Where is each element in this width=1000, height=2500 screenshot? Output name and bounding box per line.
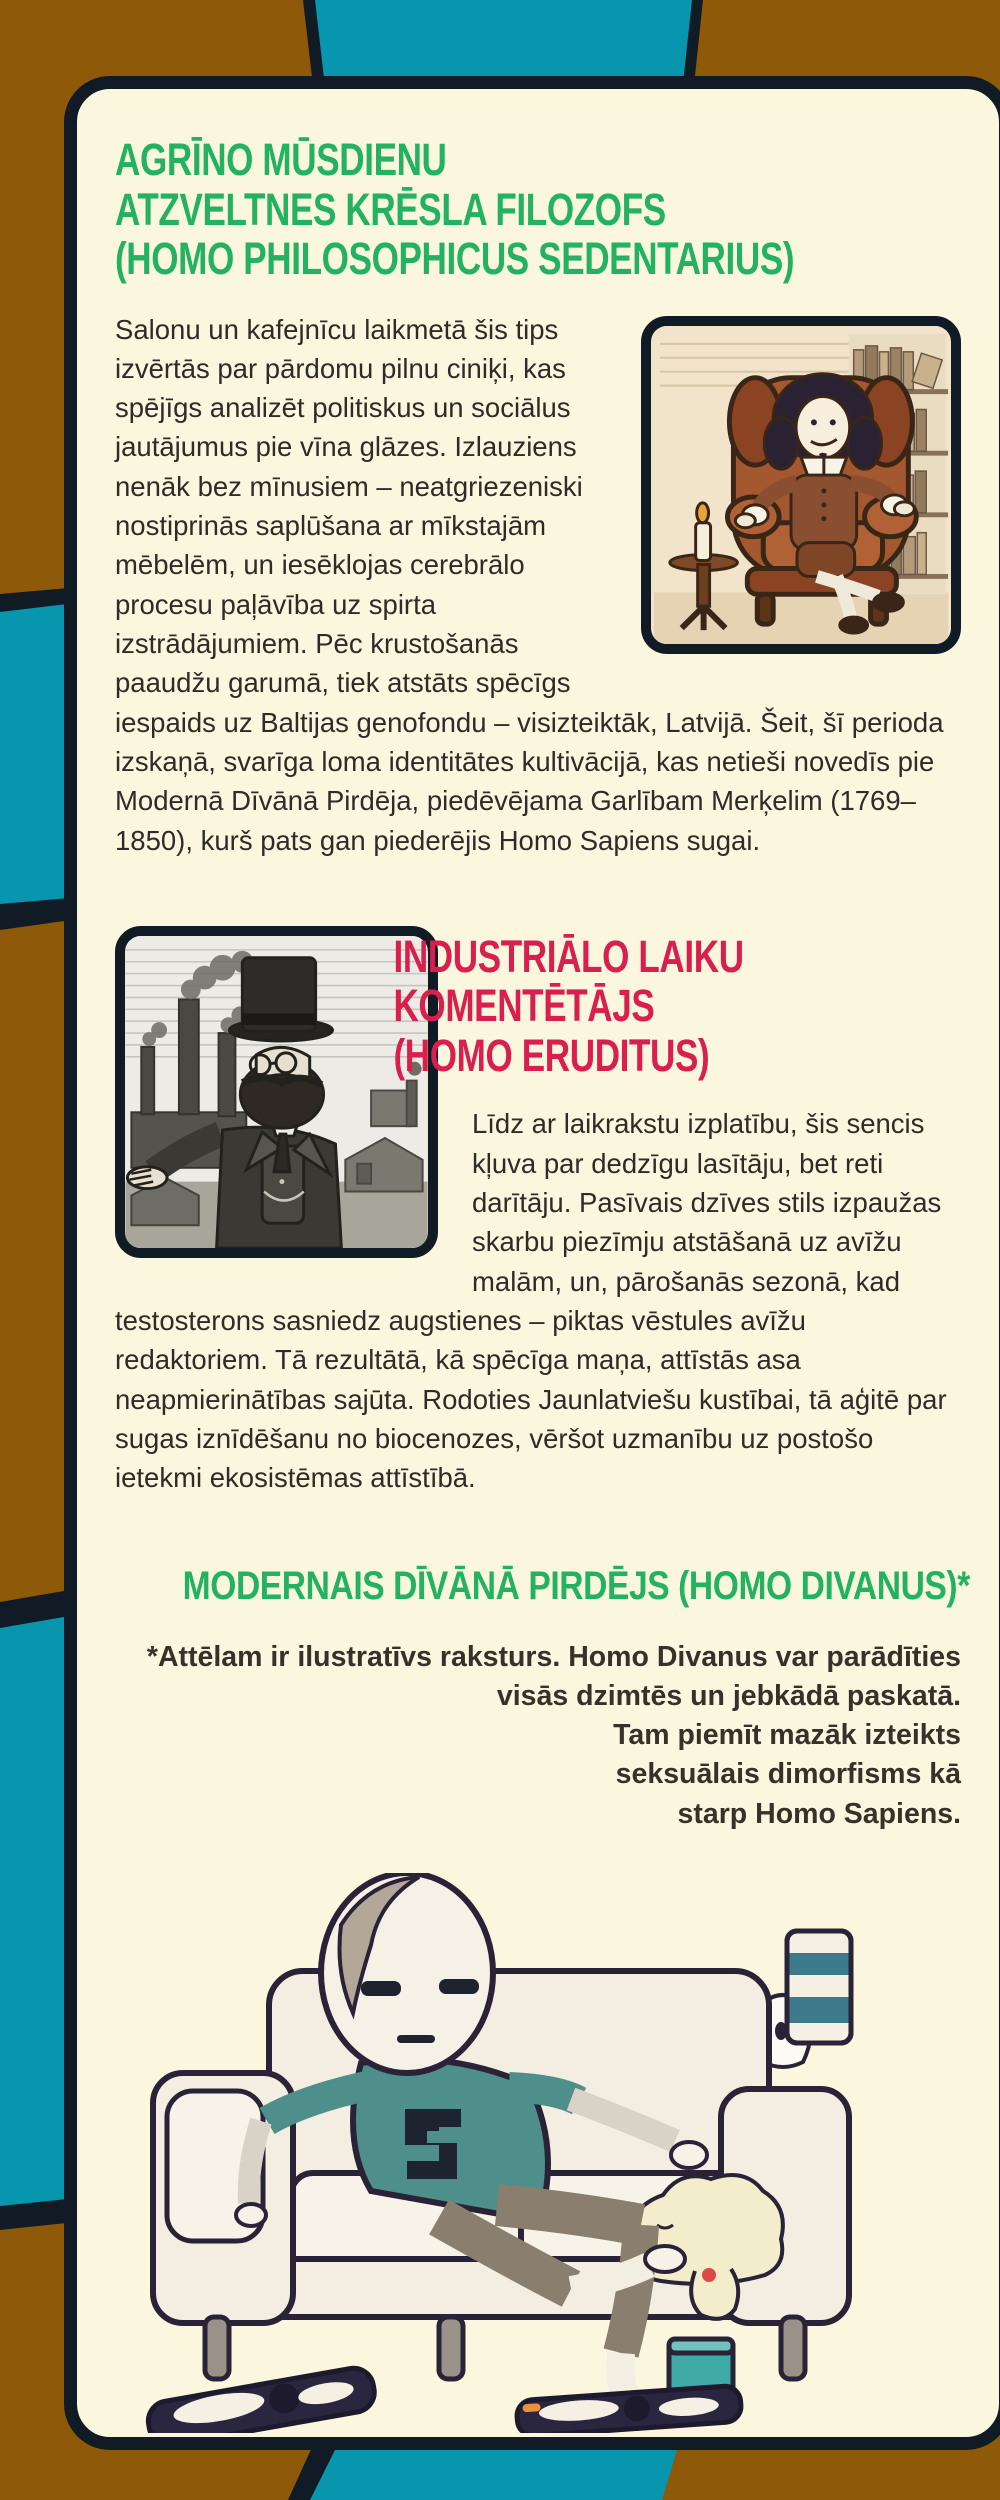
section2-heading-line3: (HOMO ERUDITUS) xyxy=(393,1029,710,1081)
poster-card xyxy=(64,76,1000,2450)
section2-heading xyxy=(115,922,961,1081)
section1-heading-line2: ATZVELTNES KRĒSLA FILOZOFS xyxy=(115,183,666,235)
disclaimer-line3: Tam piemīt mazāk izteikts xyxy=(613,1719,961,1752)
armchair-philosopher-drawing xyxy=(651,326,951,644)
armchair-philosopher-illustration xyxy=(641,316,961,654)
section2-heading-line2: KOMENTĒTĀJS xyxy=(393,980,655,1032)
section2-heading-line1: INDUSTRIĀLO LAIKU xyxy=(393,930,744,982)
disclaimer-line1: *Attēlam ir ilustratīvs raksturs. Homo Divanus var parādīties xyxy=(146,1640,961,1673)
section1-body: Salonu un kafejnīcu laikmetā šis tips izvērtās par pārdomu pilnu ciniķi, kas spējīgs analizēt politiskus un sociālus jautājumus pie vīna glāzes. Izlauziens nenāk bez mīnusiem – neatgriezeniski nostiprinās saplūšana ar mīkstajām mēbelēm, un iesēklojas cerebrālo procesu paļāvība uz spirta izstrādājumiem. Pēc krustošanās paaudžu garumā, tiek atstāts spēcīgs iespaids uz Baltijas genofondu – visizteiktāk, Latvijā. Šeit, šī perioda izskaņā, svarīga loma identitātes kultivācijā, kas netieši novedīs pie Modernā Dīvānā Pirdēja, piedēvējama Garlībam Merķelim (1769–1850), kurš pats gan piederējis Homo Sapiens sugai. xyxy=(115,313,944,856)
section3-heading: MODERNAIS DĪVĀNĀ PIRDĒJS (HOMO DIVANUS)* xyxy=(182,1563,970,1608)
modern-couch-farter-cartoon xyxy=(109,1873,899,2433)
section-industrial-commentator xyxy=(115,922,961,1498)
disclaimer-line5: starp Homo Sapiens. xyxy=(677,1797,961,1830)
section-armchair-philosopher xyxy=(115,135,961,860)
section1-heading-line3: (HOMO PHILOSOPHICUS SEDENTARIUS) xyxy=(115,233,795,284)
disclaimer-line4: seksuālais dimorfisms kā xyxy=(615,1758,961,1791)
tshirt-glyph xyxy=(405,2109,461,2179)
modern-couch-farter-illustration xyxy=(109,1873,899,2433)
disclaimer-line2: visās dzimtēs un jebkādā paskatā. xyxy=(496,1679,961,1712)
section-modern-couch-farter xyxy=(115,1563,970,1835)
section1-heading xyxy=(115,135,961,284)
section1-heading-line1: AGRĪNO MŪSDIENU xyxy=(115,134,447,185)
section2-body: Līdz ar laikrakstu izplatību, šis sencis kļuva par dedzīgu lasītāju, bet reti darītāju. Pasīvais dzīves stils izpaužas skarbu piezīmju atstāšanā uz avīžu malām, un, pārošanās sezonā, kad testosterons sasniedz augstienes – piktas vēstules avīžu redaktoriem. Tā rezultātā, kā spēcīga maņa, attīstās asa neapmierinātības sajūta. Rodoties Jaunlatviešu kustībai, tā aģitē par sugas iznīdēšanu no biocenozes, vēršot uzmanību uz postošo ietekmi ekosistēmas attīstībā. xyxy=(115,1108,947,1494)
section3-disclaimer xyxy=(115,1638,961,1835)
